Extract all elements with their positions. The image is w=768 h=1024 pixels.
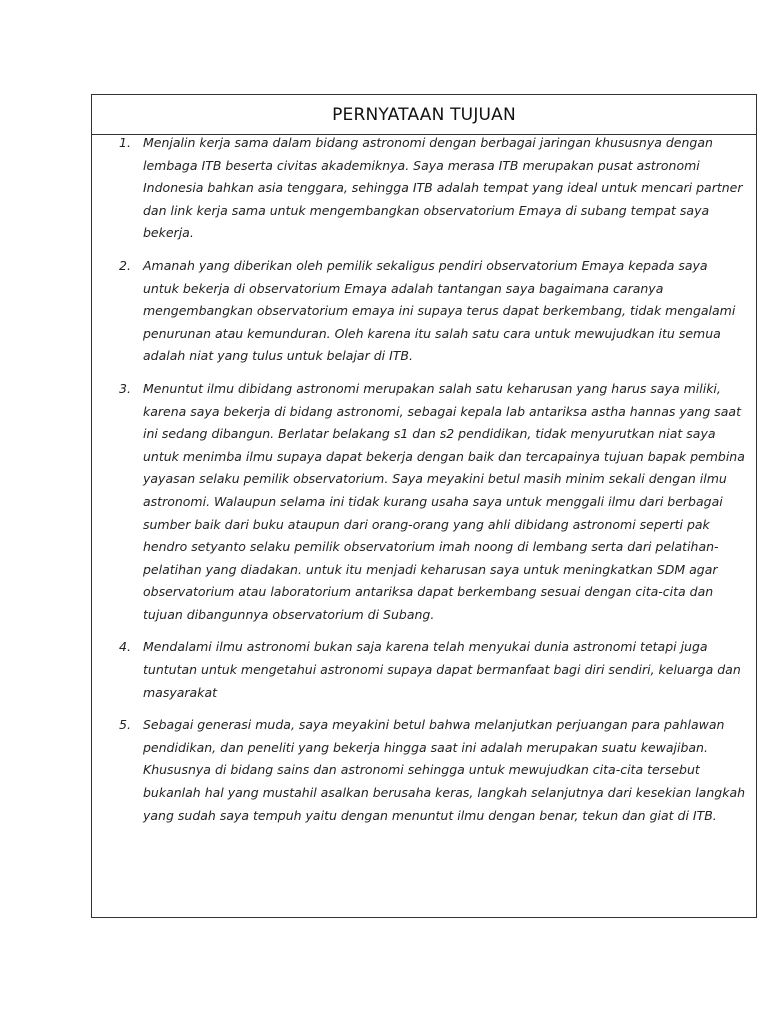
list-item-text: Mendalami ilmu astronomi bukan saja karena telah menyukai dunia astronomi tetapi juga tuntutan untuk mengetahui astronomi supaya dapat bermanfaat bagi diri sendiri, keluarga dan masyarakat	[143, 639, 741, 700]
list-item	[92, 255, 756, 368]
list-item-number: 1.	[119, 135, 131, 150]
list-item-text: Menjalin kerja sama dalam bidang astronomi dengan berbagai jaringan khususnya dengan lembaga ITB beserta civitas akademiknya. Saya merasa ITB merupakan pusat astronomi Indonesia bahkan asia tenggara, sehingga ITB adalah tempat yang ideal untuk mencari partner dan link kerja sama untuk mengembangkan observatorium Emaya di subang tempat saya bekerja.	[143, 135, 743, 241]
list-item-number: 2.	[119, 257, 131, 273]
list-item-text: Amanah yang diberikan oleh pemilik sekaligus pendiri observatorium Emaya kepada saya untuk bekerja di observatorium Emaya adalah tantangan saya bagaimana caranya mengembangkan observatorium emaya ini supaya terus dapat berkembang, tidak mengalami penurunan atau kemunduran. Oleh karena itu salah satu cara untuk mewujudkan itu semua adalah niat yang tulus untuk belajar di ITB.	[143, 257, 736, 364]
document-title: PERNYATAAN TUJUAN	[92, 95, 756, 135]
list-item	[92, 378, 756, 627]
list-item-number: 4.	[119, 639, 131, 655]
list-item-text: Menuntut ilmu dibidang astronomi merupakan salah satu keharusan yang harus saya miliki, karena saya bekerja di bidang astronomi, sebagai kepala lab antariksa astha hannas yang saat ini sedang dibangun. Berlatar belakang s1 dan s2 pendidikan, tidak menyurutkan niat saya untuk menimba ilmu supaya dapat bekerja dengan baik dan tercapainya tujuan bapak pembina yayasan selaku pemilik observatorium. Saya meyakini betul masih minim sekali dengan ilmu astronomi. Walaupun selama ini tidak kurang usaha saya untuk menggali ilmu dari berbagai sumber baik dari buku ataupun dari orang-orang yang ahli dibidang astronomi seperti pak hendro setyanto selaku pemilik observatorium imah noong di lembang serta dari pelatihan-pelatihan yang diadakan. untuk itu menjadi keharusan saya untuk meningkatkan SDM agar observatorium atau laboratorium antariksa dapat berkembang sesuai dengan cita-cita dan tujuan dibangunnya observatorium di Subang.	[143, 380, 745, 622]
list-item	[92, 714, 756, 827]
list-item-number: 3.	[119, 380, 131, 396]
statement-box	[91, 94, 757, 918]
list-item	[92, 636, 756, 704]
list-item-number: 5.	[119, 717, 131, 733]
purpose-list	[92, 135, 756, 837]
list-item-text: Sebagai generasi muda, saya meyakini betul bahwa melanjutkan perjuangan para pahlawan pendidikan, dan peneliti yang bekerja hingga saat ini adalah merupakan suatu kewajiban. Khususnya di bidang sains dan astronomi sehingga untuk mewujudkan cita-cita tersebut bukanlah hal yang mustahil asalkan berusaha keras, langkah selanjutnya dari kesekian langkah yang sudah saya tempuh yaitu dengan menuntut ilmu dengan benar, tekun dan giat di ITB.	[143, 717, 746, 823]
list-item	[92, 132, 756, 245]
